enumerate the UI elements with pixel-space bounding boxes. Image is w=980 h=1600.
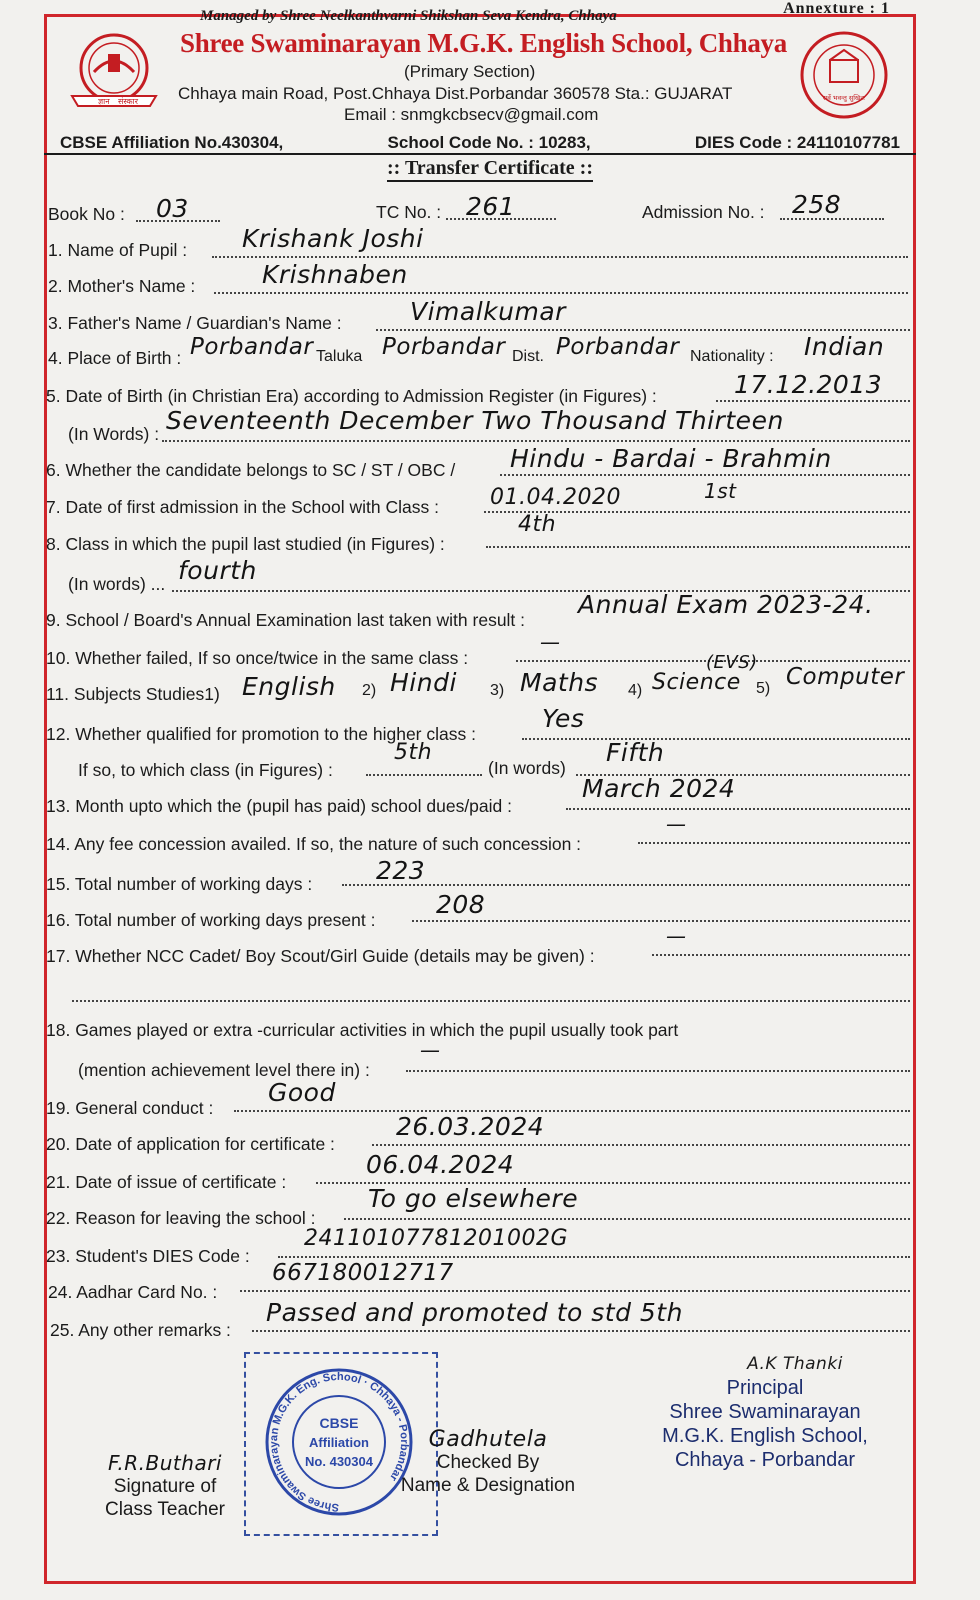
field-label: 16. Total number of working days present :: [46, 910, 376, 930]
field-label: 4. Place of Birth :: [48, 348, 182, 368]
field-label: 8. Class in which the pupil last studied (in Figures) :: [46, 534, 445, 554]
field-label: 5): [756, 680, 771, 697]
dotted-line: [372, 1144, 910, 1146]
subject-4-note: (EVS): [706, 652, 758, 673]
pupil-name-value: Krishank Joshi: [242, 224, 424, 253]
field-label: 2): [362, 682, 377, 699]
field-label: 15. Total number of working days :: [46, 874, 313, 894]
field-row-14: [46, 812, 916, 860]
field-label: 4): [628, 682, 643, 699]
field-label: 22. Reason for leaving the school :: [46, 1208, 316, 1228]
taluka-value: Porbandar: [382, 334, 506, 360]
class-teacher-block: [80, 1452, 250, 1521]
dotted-line: [638, 842, 910, 844]
field-label: 2. Mother's Name :: [48, 276, 196, 296]
field-label: 14. Any fee concession availed. If so, the nature of such concession :: [46, 834, 582, 854]
dotted-line: [500, 474, 910, 476]
checked-by-signature: Gadhutela: [428, 1427, 548, 1452]
admission-no-label: Admission No. :: [642, 202, 765, 222]
conduct-value: Good: [268, 1078, 336, 1107]
logo-left-word-2: संस्कार: [118, 97, 139, 106]
last-class-figures-value: 4th: [518, 512, 557, 537]
dues-paid-value: March 2024: [582, 774, 736, 803]
checked-by-designation: Name & Designation: [400, 1475, 576, 1496]
field-row-25: [46, 1298, 916, 1346]
field-row-17: [46, 924, 916, 972]
issue-date-value: 06.04.2024: [366, 1150, 515, 1179]
subject-1-value: English: [242, 672, 336, 701]
field-label: 3): [490, 682, 505, 699]
field-row-12b: [46, 738, 916, 786]
field-label: 18. Games played or extra -curricular activities in which the pupil usually took part: [46, 1020, 679, 1040]
field-row-1: [46, 224, 916, 266]
district-value: Porbandar: [556, 334, 680, 360]
dotted-line: [376, 329, 910, 331]
days-present-value: 208: [436, 890, 486, 919]
field-label: 13. Month upto which the (pupil has paid) school dues/paid :: [46, 796, 512, 816]
school-email: Email : snmgkcbsecv@gmail.com: [344, 105, 599, 124]
dotted-line: [240, 1290, 910, 1292]
top-fields-row: [46, 190, 916, 230]
admission-no-value: 258: [792, 190, 842, 219]
field-label: 9. School / Board's Annual Examination last taken with result :: [46, 610, 526, 630]
dob-words-value: Seventeenth December Two Thousand Thirteen: [166, 406, 784, 435]
principal-title: Principal: [726, 1377, 804, 1399]
caste-value: Hindu - Bardai - Brahmin: [510, 444, 832, 473]
header-divider: [44, 153, 916, 155]
managed-by-line: Managed by Shree Neelkanthvarni Shikshan Seva Kendra, Chhaya: [200, 8, 617, 24]
logo-left-word-1: ज्ञान: [98, 97, 110, 106]
dotted-line: [566, 808, 910, 810]
ncc-value: —: [666, 924, 687, 948]
dotted-line: [366, 774, 482, 776]
field-label: 23. Student's DIES Code :: [46, 1246, 250, 1266]
father-name-value: Vimalkumar: [410, 297, 566, 326]
field-label: 11. Subjects Studies1): [46, 684, 220, 704]
cbse-affiliation: CBSE Affiliation No.430304,: [60, 133, 284, 152]
fee-concession-value: —: [666, 812, 687, 836]
stamp-line-1: CBSE: [319, 1415, 359, 1431]
aadhar-value: 667180012717: [272, 1260, 454, 1286]
dotted-line: [412, 920, 910, 922]
field-label: 21. Date of issue of certificate :: [46, 1172, 287, 1192]
field-row-8: [46, 512, 916, 560]
student-dies-code-value: 24110107781201002G: [304, 1226, 568, 1251]
field-label: Taluka: [316, 348, 363, 365]
remarks-value: Passed and promoted to std 5th: [266, 1298, 683, 1327]
field-label: If so, to which class (in Figures) :: [78, 760, 333, 780]
dotted-line: [214, 292, 908, 294]
field-label: 17. Whether NCC Cadet/ Boy Scout/Girl Guide (details may be given) :: [46, 946, 595, 966]
field-label: 20. Date of application for certificate :: [46, 1134, 335, 1154]
school-logo-left: [64, 32, 164, 115]
school-code: School Code No. : 10283,: [387, 133, 591, 152]
tc-no-label: TC No. :: [376, 202, 442, 222]
certificate-title: :: Transfer Certificate ::: [0, 157, 980, 180]
field-label: 24. Aadhar Card No. :: [48, 1282, 218, 1302]
teacher-title-2: Class Teacher: [104, 1499, 226, 1520]
promotion-class-value: 5th: [394, 740, 433, 765]
dies-code: DIES Code : 24110107781: [694, 133, 900, 152]
subject-4-value: Science: [652, 670, 741, 695]
dotted-line: [342, 884, 910, 886]
checked-by-label: Checked By: [436, 1452, 540, 1473]
stamp-line-3: No. 430304: [305, 1454, 373, 1469]
field-label: 10. Whether failed, If so once/twice in the same class :: [46, 648, 469, 668]
promotion-class-words-value: Fifth: [606, 738, 665, 767]
application-date-value: 26.03.2024: [396, 1112, 545, 1141]
field-label: Dist.: [512, 348, 544, 365]
field-label: 6. Whether the candidate belongs to SC / ST / OBC /: [46, 460, 456, 480]
dotted-line: [406, 1070, 910, 1072]
field-label: (In Words) :: [68, 424, 160, 444]
dotted-line: [278, 1256, 910, 1258]
field-label: 1. Name of Pupil :: [48, 240, 188, 260]
book-no-label: Book No :: [48, 204, 125, 224]
birth-place-value: Porbandar: [190, 334, 314, 360]
field-label: (In words): [488, 758, 566, 778]
promotion-value: Yes: [542, 704, 585, 733]
school-name: Shree Swaminarayan M.G.K. English School, Chhaya: [180, 28, 787, 58]
checked-by-block: [388, 1428, 588, 1497]
tc-no-value: 261: [466, 192, 516, 221]
dotted-line: [652, 954, 910, 956]
admission-class-value: 1st: [704, 479, 737, 503]
field-row-6: [46, 444, 916, 486]
failed-value: —: [540, 630, 561, 654]
admission-date-value: 01.04.2020: [490, 485, 621, 510]
logo-right-text: सर्वे भवन्तु सुखिनः: [822, 94, 866, 102]
dotted-line: [72, 1000, 910, 1002]
principal-signature: A.K Thanki: [747, 1354, 843, 1374]
school-address: Chhaya main Road, Post.Chhaya Dist.Porbandar 360578 Sta.: GUJARAT: [178, 84, 733, 103]
field-row-18: [46, 1016, 916, 1050]
field-label: 19. General conduct :: [46, 1098, 214, 1118]
principal-block: [630, 1352, 900, 1472]
field-row-7: [46, 479, 916, 523]
dotted-line: [716, 400, 910, 402]
school-logo-right: [796, 30, 892, 125]
field-row-9: [46, 590, 916, 636]
book-no-value: 03: [156, 194, 189, 223]
field-label: Nationality :: [690, 348, 774, 365]
working-days-value: 223: [376, 856, 426, 885]
field-label: (In words) ...: [68, 574, 166, 594]
dotted-line: [234, 1110, 910, 1112]
mother-name-value: Krishnaben: [262, 260, 408, 289]
field-row-16: [46, 890, 916, 936]
field-row-13: [46, 774, 916, 822]
stamp-ring-text: Shree Swaminarayan M.G.K. Eng. School · Chhaya - Porbandar: [267, 1370, 411, 1514]
leaving-reason-value: To go elsewhere: [368, 1184, 579, 1213]
field-label: 25. Any other remarks :: [50, 1320, 231, 1340]
stamp-line-2: Affiliation: [309, 1435, 369, 1450]
activities-value: —: [420, 1038, 441, 1062]
dotted-line: [486, 546, 910, 548]
subject-2-value: Hindi: [390, 668, 457, 697]
field-row-23: [46, 1226, 916, 1272]
annexure-label: Annexture : 1: [783, 0, 890, 17]
dotted-line: [162, 440, 910, 442]
codes-line: [60, 133, 900, 153]
dotted-line: [522, 738, 910, 740]
field-row-18b: [46, 1038, 916, 1086]
exam-result-value: Annual Exam 2023-24.: [578, 590, 874, 619]
dob-figures-value: 17.12.2013: [734, 370, 883, 399]
subject-5-value: Computer: [786, 664, 905, 690]
field-label: 5. Date of Birth (in Christian Era) according to Admission Register (in Figures) :: [46, 386, 657, 406]
field-label: 12. Whether qualified for promotion to the higher class :: [46, 724, 476, 744]
last-class-words-value: fourth: [178, 556, 257, 585]
section-label: (Primary Section): [404, 62, 536, 81]
principal-line-2: Shree Swaminarayan: [669, 1401, 861, 1423]
field-row-5-words: [46, 406, 916, 448]
field-row-12: [46, 704, 916, 748]
class-teacher-signature: F.R.Buthari: [108, 1451, 222, 1475]
field-label: (mention achievement level there in) :: [78, 1060, 370, 1080]
field-row-4: [46, 332, 916, 374]
field-label: 7. Date of first admission in the School with Class :: [46, 497, 439, 517]
dotted-line: [344, 1218, 910, 1220]
dotted-line: [212, 256, 908, 258]
field-label: 3. Father's Name / Guardian's Name :: [48, 313, 342, 333]
teacher-title-1: Signature of: [113, 1476, 217, 1497]
nationality-value: Indian: [804, 332, 885, 361]
subject-3-value: Maths: [520, 668, 599, 697]
dotted-line: [252, 1330, 910, 1332]
principal-line-4: Chhaya - Porbandar: [674, 1449, 856, 1471]
principal-line-3: M.G.K. English School,: [662, 1425, 868, 1447]
